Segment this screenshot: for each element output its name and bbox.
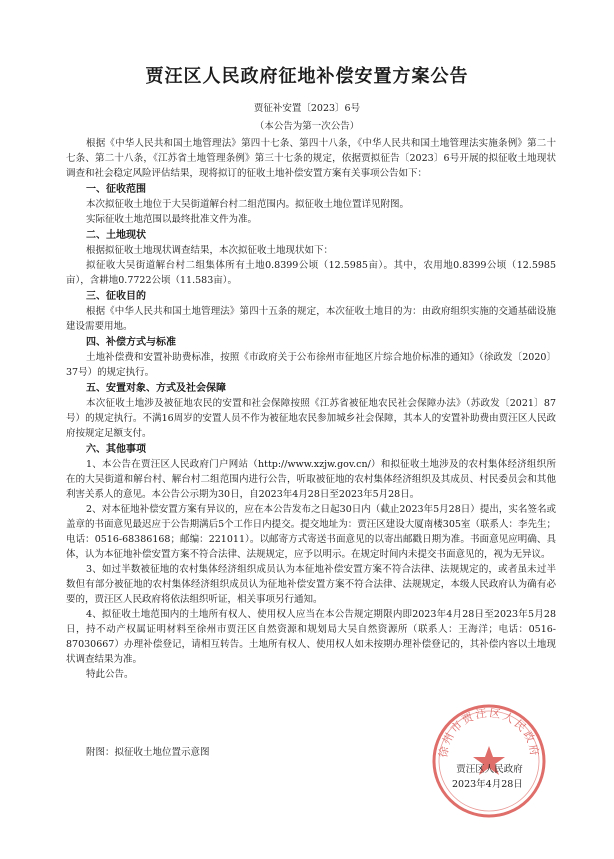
issue-note: （本公告为第一次公告） — [254, 121, 360, 132]
notice-title: 贾汪区人民政府征地补偿安置方案公告 — [145, 66, 469, 87]
section-paragraph: 4、拟征收土地范围内的土地所有权人、使用权人应当在本公告规定期限内即2023年4月28日至2023年5月28日，持不动产权属证明材料至徐州市贾汪区自然资源和规划局大吴自然资源所（联系人：王海洋；电话：0516-87030667）办理补偿登记，请相互转告。土地所有权人、使用权人如未按期办理补偿登记的，其补偿内容以土地现状调查结果为准。 — [66, 609, 556, 665]
section-paragraph: 拟征收大吴街道解台村二组集体所有土地0.8399公顷（12.5985亩）。其中，农用地0.8399公顷（12.5985亩），含耕地0.7722公顷（11.583亩）。 — [66, 260, 556, 286]
closing-remark: 特此公告。 — [86, 669, 134, 680]
section-paragraph: 3、如过半数被征地的农村集体经济组织成员认为本征地补偿安置方案不符合法律、法规规定的，或者虽未过半数但有部分被征地的农村集体经济组织成员认为征地补偿安置方案不符合法律、法规规定，本级人民政府认为确有必要的，贾汪区人民政府将依法组织听证，相关事项另行通知。 — [66, 564, 556, 605]
section-paragraph: 土地补偿费和安置补助费标准，按照《市政府关于公布徐州市征地区片综合地价标准的通知》（徐政发〔2020〕37号）的规定执行。 — [66, 352, 556, 378]
section-paragraph: 2、对本征地补偿安置方案有异议的，应在本公告发布之日起30日内（截止2023年5月28日）提出，实名签名或盖章的书面意见最迟应于公告期满后5个工作日内提交。提交地址为：贾汪区建设大厦南楼305室（联系人：李先生；电话：0516-68386168；邮编：221011）。以邮寄方式寄送书面意见的以寄出邮戳日期为准。书面意见应明确、具体，认为本征地补偿安置方案不符合法律、法规规定，应予以明示。在规定时间内未提交书面意见的，视为无异议。 — [66, 504, 556, 560]
section-paragraph: 本次拟征收土地位于大吴街道解台村二组范围内。拟征收土地位置详见附图。 — [86, 199, 410, 210]
document-number: 贾征补安置〔2023〕6号 — [253, 103, 361, 114]
notice-body — [66, 136, 556, 682]
section-heading: 三、征收目的 — [86, 291, 146, 302]
attachment-note: 附图：拟征收土地位置示意图 — [86, 747, 210, 758]
section-heading: 六、其他事项 — [86, 444, 146, 455]
section-heading: 二、土地现状 — [86, 230, 146, 241]
section-heading: 五、安置对象、方式及社会保障 — [86, 383, 226, 394]
section-heading: 四、补偿方式与标准 — [86, 337, 176, 348]
section-paragraph: 根据《中华人民共和国土地管理法》第四十五条的规定，本次征收土地目的为：由政府组织实施的交通基础设施建设需要用地。 — [66, 306, 556, 332]
signature-org: 贾汪区人民政府 — [456, 764, 523, 775]
section-paragraph: 实际征收土地范围以最终批准文件为准。 — [86, 214, 258, 225]
seal-text: 徐州市贾汪区人民政府 — [436, 706, 542, 759]
signature-block — [452, 762, 523, 792]
official-seal — [430, 702, 548, 820]
section-paragraph: 本次征收土地涉及被征地农民的安置和社会保障按照《江苏省被征地农民社会保障办法》（苏政发〔2021〕87号）的规定执行。不满16周岁的安置人员不作为被征地农民参加城乡社会保障，其本人的安置补助费由贾汪区人民政府按规定足额支付。 — [66, 398, 556, 439]
section-paragraph: 根据拟征收土地现状调查结果，本次拟征收土地现状如下： — [86, 245, 334, 256]
signature-date: 2023年4月28日 — [452, 779, 523, 790]
section-paragraph: 1、本公告在贾汪区人民政府门户网站（http://www.xzjw.gov.cn/）和拟征收土地涉及的农村集体经济组织所在的大吴街道和解台村、解台村二组范围内进行公告，听取被征地的农村集体经济组织及其成员、村民委员会和其他利害关系人的意见。本公告公示期为30日，自2023年4月28日至2023年5月28日。 — [66, 459, 556, 500]
section-heading: 一、征收范围 — [86, 184, 146, 195]
intro-paragraph: 根据《中华人民共和国土地管理法》第四十七条、第四十八条，《中华人民共和国土地管理法实施条例》第二十七条、第二十八条，《江苏省土地管理条例》第三十七条的规定，依据贾拟征告〔2023〕6号开展的拟征收土地现状调查和社会稳定风险评估结果，现将拟订的征收土地补偿安置方案有关事项公告如下： — [66, 138, 556, 179]
